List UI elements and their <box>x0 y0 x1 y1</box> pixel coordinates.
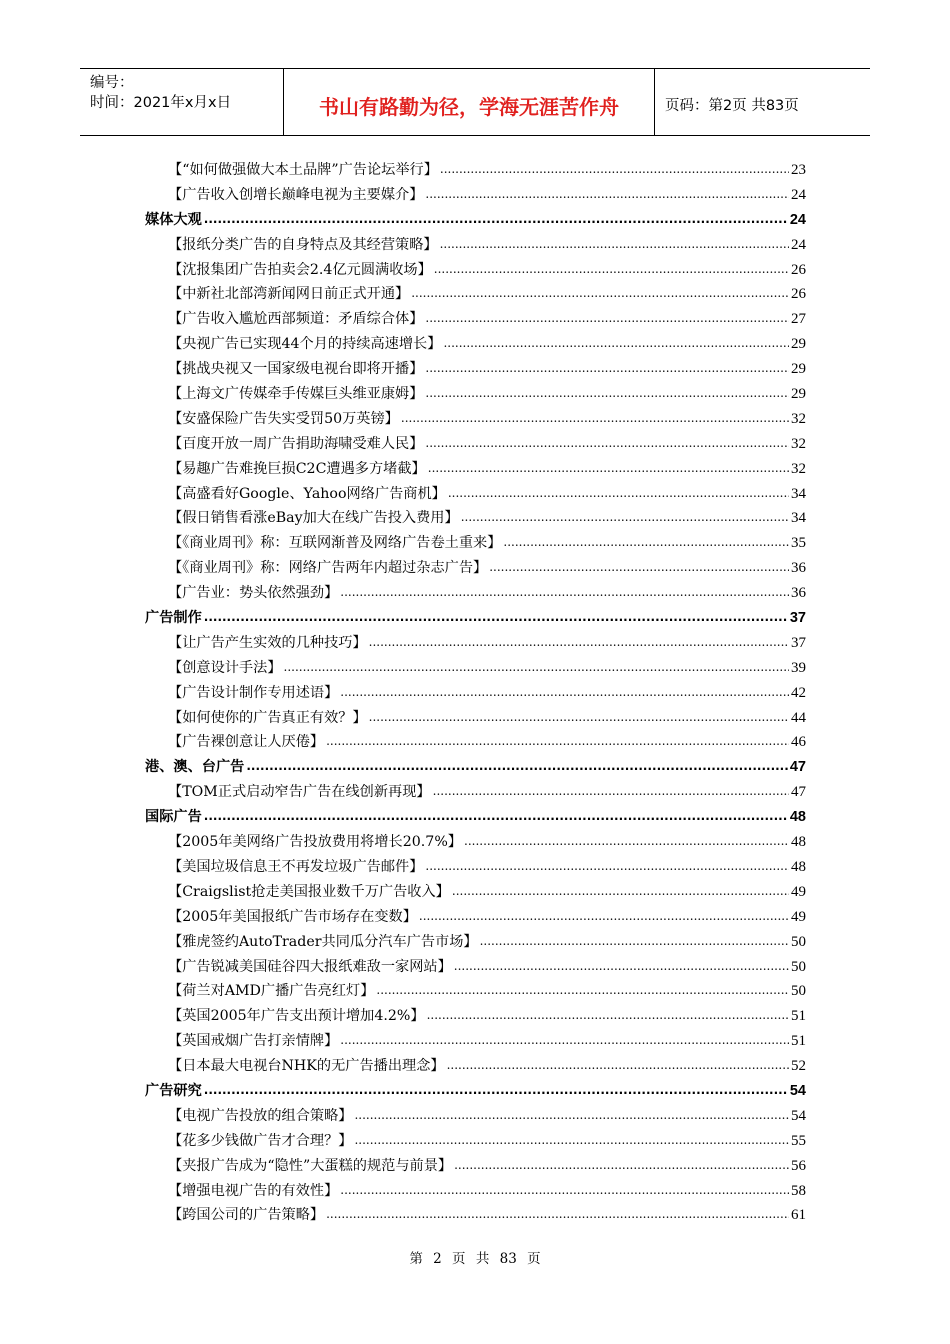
toc-entry-title: 【广告收入创增长巅峰电视为主要媒介】 <box>168 186 424 203</box>
toc-dot-leader <box>452 882 789 896</box>
toc-page-number: 49 <box>791 908 806 925</box>
toc-page-number: 47 <box>791 784 806 801</box>
toc-entry-title: 媒体大观 <box>145 211 202 228</box>
toc-entry-row[interactable] <box>145 1204 806 1229</box>
toc-entry-row[interactable] <box>145 632 806 657</box>
toc-entry-title: 【安盛保险广告失实受罚50万英镑】 <box>168 410 399 427</box>
toc-entry-row[interactable] <box>145 1005 806 1030</box>
toc-page-number: 32 <box>791 460 806 477</box>
toc-page-number: 52 <box>791 1058 806 1075</box>
toc-dot-leader <box>340 583 789 597</box>
toc-page-number: 48 <box>791 834 806 851</box>
toc-dot-leader <box>204 210 788 224</box>
toc-dot-leader <box>443 334 789 348</box>
toc-page-number: 29 <box>791 336 806 353</box>
toc-entry-title: 【央视广告已实现44个月的持续高速增长】 <box>168 336 442 353</box>
toc-entry-row[interactable] <box>145 433 806 458</box>
toc-dot-leader <box>440 235 789 249</box>
toc-entry-title: 【“如何做强做大本土品牌”广告论坛举行】 <box>168 162 438 178</box>
toc-dot-leader <box>340 1181 789 1195</box>
toc-page-number: 24 <box>791 236 806 253</box>
toc-page-number: 54 <box>791 1107 806 1124</box>
toc-entry-row[interactable] <box>145 408 806 433</box>
toc-entry-row[interactable] <box>145 1055 806 1080</box>
toc-section-row[interactable] <box>145 209 806 234</box>
toc-page-number: 23 <box>791 162 806 178</box>
toc-entry-title: 【《商业周刊》称：网络广告两年内超过杂志广告】 <box>168 560 488 577</box>
toc-dot-leader <box>480 932 789 946</box>
toc-dot-leader <box>369 708 789 722</box>
toc-section-row[interactable] <box>145 756 806 781</box>
toc-page-number: 32 <box>791 410 806 427</box>
toc-dot-leader <box>401 409 789 423</box>
toc-entry-title: 【如何使你的广告真正有效？】 <box>168 709 367 726</box>
toc-entry-title: 港、澳、台广告 <box>145 759 245 776</box>
toc-entry-row[interactable] <box>145 831 806 856</box>
toc-dot-leader <box>447 1056 789 1070</box>
toc-dot-leader <box>503 533 789 547</box>
toc-dot-leader <box>376 981 789 995</box>
toc-dot-leader <box>425 384 789 398</box>
toc-page-number: 51 <box>791 1008 806 1025</box>
toc-page-number: 37 <box>789 610 806 627</box>
toc-entry-row[interactable] <box>145 707 806 732</box>
toc-page-number: 47 <box>789 759 806 776</box>
toc-entry-title: 【广告业：势头依然强劲】 <box>168 585 339 602</box>
toc-entry-row[interactable] <box>145 159 806 184</box>
toc-entry-row[interactable] <box>145 483 806 508</box>
toc-entry-title: 【创意设计手法】 <box>168 659 282 676</box>
toc-page-number: 44 <box>791 709 806 726</box>
toc-page-number: 50 <box>791 958 806 975</box>
header-motto: 书山有路勤为径，学海无涯苦作舟 <box>283 69 655 135</box>
toc-entry-row[interactable] <box>145 234 806 259</box>
toc-page-number: 26 <box>791 261 806 278</box>
toc-page-number: 39 <box>791 659 806 676</box>
toc-entry-title: 【雅虎签约AutoTrader共同瓜分汽车广告市场】 <box>168 933 478 950</box>
toc-page-number: 51 <box>791 1033 806 1050</box>
toc-dot-leader <box>434 260 789 274</box>
toc-dot-leader <box>425 359 789 373</box>
toc-dot-leader <box>354 1106 789 1120</box>
toc-page-number: 24 <box>789 211 806 228</box>
toc-dot-leader <box>464 832 789 846</box>
toc-entry-row[interactable] <box>145 731 806 756</box>
toc-entry-row[interactable] <box>145 184 806 209</box>
toc-entry-title: 【2005年美网络广告投放费用将增长20.7%】 <box>168 834 462 851</box>
toc-entry-row[interactable] <box>145 931 806 956</box>
toc-entry-row[interactable] <box>145 1180 806 1205</box>
toc-entry-row[interactable] <box>145 906 806 931</box>
toc-entry-title: 广告研究 <box>145 1082 202 1099</box>
toc-entry-row[interactable] <box>145 532 806 557</box>
toc-dot-leader <box>326 732 789 746</box>
toc-entry-row[interactable] <box>145 458 806 483</box>
toc-page-number: 26 <box>791 286 806 303</box>
toc-entry-title: 【增强电视广告的有效性】 <box>168 1182 339 1199</box>
toc-entry-row[interactable] <box>145 956 806 981</box>
toc-entry-title: 【挑战央视又一国家级电视台即将开播】 <box>168 361 424 378</box>
toc-page-number: 50 <box>791 983 806 1000</box>
toc-dot-leader <box>326 1205 789 1219</box>
header-page-label: 页码：第2页 共83页 <box>665 97 799 114</box>
toc-page-number: 34 <box>791 510 806 527</box>
toc-entry-title: 【2005年美国报纸广告市场存在变数】 <box>168 908 417 925</box>
toc-page-number: 48 <box>789 809 806 826</box>
toc-entry-row[interactable] <box>145 1030 806 1055</box>
toc-dot-leader <box>425 857 789 871</box>
toc-entry-row[interactable] <box>145 582 806 607</box>
toc-entry-title: 【沈报集团广告拍卖会2.4亿元圆满收场】 <box>168 261 432 278</box>
toc-page-number: 34 <box>791 485 806 502</box>
toc-entry-row[interactable] <box>145 1155 806 1180</box>
toc-dot-leader <box>419 907 789 921</box>
toc-page-number: 50 <box>791 933 806 950</box>
toc-page-number: 49 <box>791 883 806 900</box>
toc-entry-row[interactable] <box>145 1130 806 1155</box>
toc-dot-leader <box>461 508 789 522</box>
toc-entry-row[interactable] <box>145 1105 806 1130</box>
toc-entry-title: 【荷兰对AMD广播广告亮红灯】 <box>168 983 375 1000</box>
toc-entry-title: 【跨国公司的广告策略】 <box>168 1207 325 1224</box>
toc-dot-leader <box>433 782 789 796</box>
toc-dot-leader <box>427 1006 789 1020</box>
serial-label: 编号： <box>90 75 134 91</box>
toc-page-number: 48 <box>791 858 806 875</box>
toc-entry-title: 【百度开放一周广告捐助海啸受难人民】 <box>168 435 424 452</box>
toc-entry-title: 【电视广告投放的组合策略】 <box>168 1107 353 1124</box>
toc-entry-row[interactable] <box>145 308 806 333</box>
toc-entry-row[interactable] <box>145 283 806 308</box>
toc-page-number: 61 <box>791 1207 806 1224</box>
toc-page-number: 29 <box>791 386 806 403</box>
toc-page-number: 36 <box>791 585 806 602</box>
toc-dot-leader <box>204 1081 788 1095</box>
toc-dot-leader <box>354 1131 789 1145</box>
toc-entry-row[interactable] <box>145 259 806 284</box>
toc-entry-row[interactable] <box>145 781 806 806</box>
toc-dot-leader <box>489 558 789 572</box>
page-header <box>80 68 870 136</box>
toc-section-row[interactable] <box>145 607 806 632</box>
toc-page-number: 32 <box>791 435 806 452</box>
toc-entry-title: 【让广告产生实效的几种技巧】 <box>168 634 367 651</box>
toc-entry-title: 【TOM正式启动窄告广告在线创新再现】 <box>168 784 431 801</box>
toc-entry-row[interactable] <box>145 383 806 408</box>
toc-dot-leader <box>340 683 789 697</box>
toc-entry-title: 【上海文广传媒牵手传媒巨头维亚康姆】 <box>168 386 424 403</box>
toc-dot-leader <box>411 284 789 298</box>
toc-dot-leader <box>246 757 788 771</box>
toc-entry-row[interactable] <box>145 980 806 1005</box>
toc-entry-row[interactable] <box>145 507 806 532</box>
toc-dot-leader <box>204 807 788 821</box>
page-footer: 第 2 页 共 83 页 <box>409 1251 541 1267</box>
toc-entry-title: 【日本最大电视台NHK的无广告播出理念】 <box>168 1058 445 1075</box>
toc-dot-leader <box>369 633 789 647</box>
toc-dot-leader <box>284 658 789 672</box>
toc-entry-title: 【美国垃圾信息王不再发垃圾广告邮件】 <box>168 858 424 875</box>
toc-dot-leader <box>454 1156 789 1170</box>
toc-entry-title: 【英国戒烟广告打亲情牌】 <box>168 1033 339 1050</box>
toc-page-number: 42 <box>791 684 806 701</box>
toc-entry-title: 【夹报广告成为“隐性”大蛋糕的规范与前景】 <box>168 1157 453 1174</box>
table-of-contents <box>145 159 806 1229</box>
date-label: 时间：2021年x月x日 <box>90 95 232 111</box>
toc-page-number: 35 <box>791 535 806 552</box>
toc-entry-title: 【广告收入尴尬西部频道：矛盾综合体】 <box>168 311 424 328</box>
toc-entry-row[interactable] <box>145 682 806 707</box>
toc-page-number: 27 <box>791 311 806 328</box>
toc-entry-row[interactable] <box>145 333 806 358</box>
toc-dot-leader <box>440 160 789 174</box>
toc-dot-leader <box>425 434 789 448</box>
toc-page-number: 36 <box>791 560 806 577</box>
toc-page-number: 54 <box>789 1082 806 1099</box>
toc-page-number: 46 <box>791 734 806 751</box>
toc-entry-title: 【英国2005年广告支出预计增加4.2%】 <box>168 1008 425 1025</box>
toc-entry-title: 国际广告 <box>145 809 202 826</box>
toc-entry-title: 【假日销售看涨eBay加大在线广告投入费用】 <box>168 510 459 527</box>
toc-page-number: 24 <box>791 186 806 203</box>
toc-dot-leader <box>454 957 789 971</box>
toc-entry-title: 【广告裸创意让人厌倦】 <box>168 734 325 751</box>
toc-entry-title: 【花多少钱做广告才合理？】 <box>168 1132 353 1149</box>
toc-page-number: 29 <box>791 361 806 378</box>
header-meta <box>80 69 283 135</box>
toc-entry-title: 【高盛看好Google、Yahoo网络广告商机】 <box>168 485 446 502</box>
toc-page-number: 37 <box>791 634 806 651</box>
toc-dot-leader <box>425 309 789 323</box>
toc-entry-title: 【广告锐减美国硅谷四大报纸难敌一家网站】 <box>168 958 452 975</box>
toc-entry-title: 【Craigslist抢走美国报业数千万广告收入】 <box>168 883 450 900</box>
toc-entry-title: 【报纸分类广告的自身特点及其经营策略】 <box>168 236 438 253</box>
toc-dot-leader <box>340 1031 789 1045</box>
toc-dot-leader <box>204 608 788 622</box>
toc-entry-title: 【《商业周刊》称：互联网渐普及网络广告卷土重来】 <box>168 535 502 552</box>
toc-entry-row[interactable] <box>145 657 806 682</box>
toc-entry-row[interactable] <box>145 881 806 906</box>
toc-entry-title: 【易趣广告难挽巨损C2C遭遇多方堵截】 <box>168 460 426 477</box>
toc-section-row[interactable] <box>145 806 806 831</box>
toc-entry-title: 【中新社北部湾新闻网日前正式开通】 <box>168 286 410 303</box>
toc-entry-row[interactable] <box>145 557 806 582</box>
toc-entry-row[interactable] <box>145 856 806 881</box>
toc-entry-row[interactable] <box>145 358 806 383</box>
toc-dot-leader <box>425 185 789 199</box>
toc-page-number: 55 <box>791 1132 806 1149</box>
toc-page-number: 58 <box>791 1182 806 1199</box>
toc-dot-leader <box>428 459 789 473</box>
toc-entry-title: 广告制作 <box>145 610 202 627</box>
toc-section-row[interactable] <box>145 1080 806 1105</box>
toc-entry-title: 【广告设计制作专用述语】 <box>168 684 339 701</box>
toc-dot-leader <box>448 484 789 498</box>
toc-page-number: 56 <box>791 1157 806 1174</box>
